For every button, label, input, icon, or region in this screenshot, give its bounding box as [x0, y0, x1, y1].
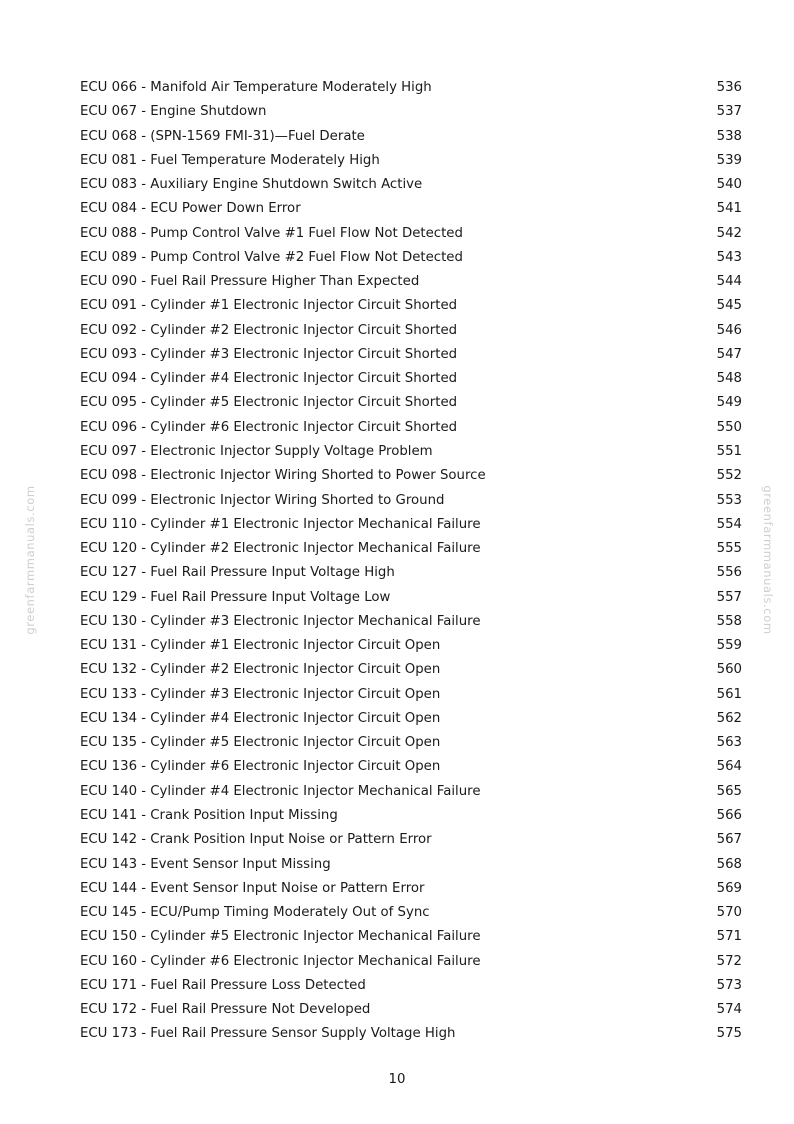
toc-entry-title: ECU 173 - Fuel Rail Pressure Sensor Supply Voltage High [80, 1026, 456, 1042]
toc-entry-page: 555 [716, 541, 742, 557]
toc-entry[interactable] [80, 173, 742, 197]
toc-entry[interactable] [80, 489, 742, 513]
toc-entry-page: 536 [716, 80, 742, 95]
toc-entry-page: 567 [716, 832, 742, 848]
toc-list [80, 76, 742, 1047]
toc-entry-page: 556 [716, 565, 742, 581]
toc-entry-page: 561 [716, 686, 742, 702]
toc-entry-title: ECU 097 - Electronic Injector Supply Voltage Problem [80, 443, 433, 459]
toc-entry-title: ECU 095 - Cylinder #5 Electronic Injector Circuit Shorted [80, 395, 458, 411]
toc-entry-page: 574 [716, 1002, 742, 1018]
toc-entry[interactable] [80, 319, 742, 343]
toc-entry[interactable] [80, 974, 742, 998]
toc-entry-title: ECU 067 - Engine Shutdown [80, 104, 267, 120]
toc-entry-title: ECU 134 - Cylinder #4 Electronic Injector Circuit Open [80, 710, 441, 726]
toc-entry[interactable] [80, 416, 742, 440]
toc-entry[interactable] [80, 100, 742, 124]
toc-entry[interactable] [80, 1022, 742, 1046]
toc-entry-page: 573 [716, 977, 742, 993]
toc-entry-page: 558 [716, 613, 742, 629]
toc-entry-title: ECU 140 - Cylinder #4 Electronic Injector Mechanical Failure [80, 783, 481, 799]
toc-entry-title: ECU 066 - Manifold Air Temperature Moderately High [80, 80, 432, 95]
toc-entry-page: 547 [716, 346, 742, 362]
toc-entry-page: 566 [716, 807, 742, 823]
toc-entry-title: ECU 130 - Cylinder #3 Electronic Injector Mechanical Failure [80, 613, 481, 629]
toc-entry-page: 545 [716, 298, 742, 314]
toc-entry[interactable] [80, 343, 742, 367]
toc-entry[interactable] [80, 950, 742, 974]
toc-entry[interactable] [80, 901, 742, 925]
toc-entry-page: 562 [716, 710, 742, 726]
toc-entry-page: 551 [716, 443, 742, 459]
toc-entry[interactable] [80, 658, 742, 682]
toc-entry-title: ECU 068 - (SPN-1569 FMI-31)—Fuel Derate [80, 128, 365, 144]
toc-entry[interactable] [80, 877, 742, 901]
toc-entry-title: ECU 142 - Crank Position Input Noise or Pattern Error [80, 832, 432, 848]
toc-entry-title: ECU 144 - Event Sensor Input Noise or Pattern Error [80, 880, 425, 896]
toc-entry-title: ECU 136 - Cylinder #6 Electronic Injector Circuit Open [80, 759, 441, 775]
toc-entry-page: 540 [716, 177, 742, 193]
toc-entry[interactable] [80, 925, 742, 949]
toc-entry-page: 539 [716, 152, 742, 168]
toc-entry-title: ECU 129 - Fuel Rail Pressure Input Voltage Low [80, 589, 391, 605]
toc-entry-title: ECU 171 - Fuel Rail Pressure Loss Detected [80, 977, 366, 993]
toc-entry-page: 563 [716, 735, 742, 751]
toc-entry-page: 542 [716, 225, 742, 241]
toc-entry[interactable] [80, 76, 742, 100]
toc-entry[interactable] [80, 246, 742, 270]
toc-entry-page: 553 [716, 492, 742, 508]
toc-entry-title: ECU 098 - Electronic Injector Wiring Shorted to Power Source [80, 468, 486, 484]
toc-entry-title: ECU 088 - Pump Control Valve #1 Fuel Flow Not Detected [80, 225, 463, 241]
toc-entry-page: 543 [716, 249, 742, 265]
toc-entry-page: 560 [716, 662, 742, 678]
toc-entry-page: 570 [716, 905, 742, 921]
toc-entry-page: 537 [716, 104, 742, 120]
toc-entry-page: 571 [716, 929, 742, 945]
toc-entry-page: 564 [716, 759, 742, 775]
toc-entry-page: 554 [716, 516, 742, 532]
toc-entry-title: ECU 083 - Auxiliary Engine Shutdown Switch Active [80, 177, 423, 193]
watermark-left: greenfarmmanuals.com [23, 485, 37, 635]
watermark-right: greenfarmmanuals.com [761, 485, 775, 635]
toc-entry-title: ECU 110 - Cylinder #1 Electronic Injector Mechanical Failure [80, 516, 481, 532]
toc-entry[interactable] [80, 707, 742, 731]
toc-entry[interactable] [80, 634, 742, 658]
toc-entry[interactable] [80, 755, 742, 779]
toc-entry[interactable] [80, 440, 742, 464]
toc-entry-title: ECU 135 - Cylinder #5 Electronic Injector Circuit Open [80, 735, 441, 751]
toc-entry[interactable] [80, 513, 742, 537]
toc-entry-page: 575 [716, 1026, 742, 1042]
toc-entry-title: ECU 145 - ECU/Pump Timing Moderately Out of Sync [80, 905, 430, 921]
toc-entry[interactable] [80, 828, 742, 852]
toc-entry-page: 549 [716, 395, 742, 411]
toc-entry[interactable] [80, 391, 742, 415]
toc-entry-title: ECU 089 - Pump Control Valve #2 Fuel Flow Not Detected [80, 249, 463, 265]
toc-entry-title: ECU 132 - Cylinder #2 Electronic Injector Circuit Open [80, 662, 441, 678]
toc-entry-page: 569 [716, 880, 742, 896]
toc-entry[interactable] [80, 586, 742, 610]
toc-entry-title: ECU 092 - Cylinder #2 Electronic Injector Circuit Shorted [80, 322, 458, 338]
toc-entry-title: ECU 091 - Cylinder #1 Electronic Injector Circuit Shorted [80, 298, 458, 314]
toc-entry-title: ECU 090 - Fuel Rail Pressure Higher Than Expected [80, 274, 420, 290]
toc-entry-page: 557 [716, 589, 742, 605]
toc-entry[interactable] [80, 853, 742, 877]
toc-entry[interactable] [80, 561, 742, 585]
toc-entry[interactable] [80, 197, 742, 221]
toc-entry[interactable] [80, 270, 742, 294]
toc-entry[interactable] [80, 683, 742, 707]
toc-entry[interactable] [80, 294, 742, 318]
toc-entry-page: 546 [716, 322, 742, 338]
toc-entry-title: ECU 096 - Cylinder #6 Electronic Injector Circuit Shorted [80, 419, 458, 435]
toc-entry[interactable] [80, 149, 742, 173]
toc-entry-title: ECU 160 - Cylinder #6 Electronic Injector Mechanical Failure [80, 953, 481, 969]
toc-entry-page: 572 [716, 953, 742, 969]
toc-entry[interactable] [80, 610, 742, 634]
toc-entry[interactable] [80, 125, 742, 149]
toc-entry-page: 559 [716, 638, 742, 654]
toc-entry-page: 550 [716, 419, 742, 435]
toc-entry-title: ECU 099 - Electronic Injector Wiring Shorted to Ground [80, 492, 445, 508]
toc-entry-title: ECU 093 - Cylinder #3 Electronic Injector Circuit Shorted [80, 346, 458, 362]
toc-entry-page: 544 [716, 274, 742, 290]
toc-entry-page: 538 [716, 128, 742, 144]
toc-entry-page: 565 [716, 783, 742, 799]
toc-entry-title: ECU 172 - Fuel Rail Pressure Not Developed [80, 1002, 371, 1018]
toc-entry-title: ECU 150 - Cylinder #5 Electronic Injector Mechanical Failure [80, 929, 481, 945]
toc-entry[interactable] [80, 780, 742, 804]
toc-entry-page: 548 [716, 371, 742, 387]
toc-entry-page: 552 [716, 468, 742, 484]
toc-entry-title: ECU 081 - Fuel Temperature Moderately High [80, 152, 380, 168]
toc-entry-page: 541 [716, 201, 742, 217]
toc-entry[interactable] [80, 537, 742, 561]
toc-entry[interactable] [80, 222, 742, 246]
toc-entry-title: ECU 133 - Cylinder #3 Electronic Injector Circuit Open [80, 686, 441, 702]
toc-entry-title: ECU 127 - Fuel Rail Pressure Input Voltage High [80, 565, 395, 581]
page-number: 10 [388, 1072, 406, 1087]
toc-entry[interactable] [80, 731, 742, 755]
toc-entry[interactable] [80, 367, 742, 391]
toc-entry-page: 568 [716, 856, 742, 872]
toc-entry-title: ECU 143 - Event Sensor Input Missing [80, 856, 331, 872]
toc-entry[interactable] [80, 804, 742, 828]
toc-entry-title: ECU 094 - Cylinder #4 Electronic Injector Circuit Shorted [80, 371, 458, 387]
toc-entry[interactable] [80, 998, 742, 1022]
toc-entry-title: ECU 141 - Crank Position Input Missing [80, 807, 338, 823]
toc-entry-title: ECU 120 - Cylinder #2 Electronic Injector Mechanical Failure [80, 541, 481, 557]
toc-entry[interactable] [80, 464, 742, 488]
toc-entry-title: ECU 131 - Cylinder #1 Electronic Injector Circuit Open [80, 638, 441, 654]
toc-entry-title: ECU 084 - ECU Power Down Error [80, 201, 301, 217]
